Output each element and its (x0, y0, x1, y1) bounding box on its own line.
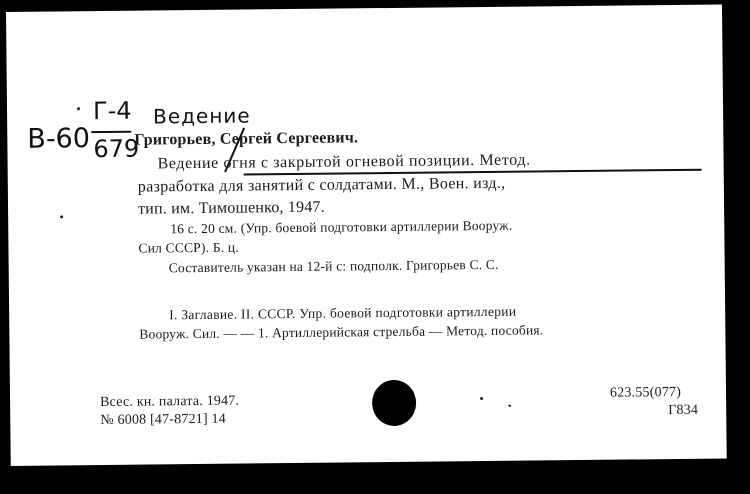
description-line-4: 16 с. 20 см. (Упр. боевой подготовки артиллерии Вооруж. (170, 217, 513, 237)
handwritten-shelf-mark: В-60 (27, 123, 91, 155)
card-punch-hole (372, 380, 416, 426)
shelf-code-divider (91, 131, 131, 133)
ink-speck (77, 107, 80, 110)
footer-left-line-1: Всес. кн. палата. 1947. (100, 393, 240, 411)
footer-right-line-2: Г834 (668, 402, 699, 419)
tracings-line-1: I. Заглавие. II. СССР. Упр. боевой подготовки артиллерии (169, 303, 517, 323)
description-line-6: Составитель указан на 12-й с: подполк. Григорьев С. С. (168, 256, 499, 276)
author-heading: Григорьев, Сергей Сергеевич. (134, 129, 359, 149)
footer-right-line-1: 623.55(077) (609, 384, 682, 401)
ink-speck (480, 397, 483, 400)
description-line-2: разработка для занятий с солдатами. М., Воен. изд., (137, 174, 506, 196)
handwritten-shelf-code-top: Г-4 (92, 96, 132, 126)
description-line-5: Сил СССР). Б. ц. (138, 239, 239, 256)
handwritten-title-note: Ведение (152, 103, 251, 129)
handwritten-shelf-code-bottom: 679 (93, 134, 140, 164)
catalog-card (6, 5, 727, 466)
ink-speck (508, 405, 511, 407)
footer-left-line-2: № 6008 [47-8721] 14 (100, 411, 227, 429)
description-line-3: тип. им. Тимошенко, 1947. (137, 198, 325, 218)
tracings-line-2: Вооруж. Сил. — — 1. Артиллерийская стрельба — Метод. пособия. (139, 322, 544, 342)
description-line-1: Ведение огня с закрытой огневой позиции. Метод. (157, 151, 531, 173)
ink-speck (60, 215, 63, 218)
